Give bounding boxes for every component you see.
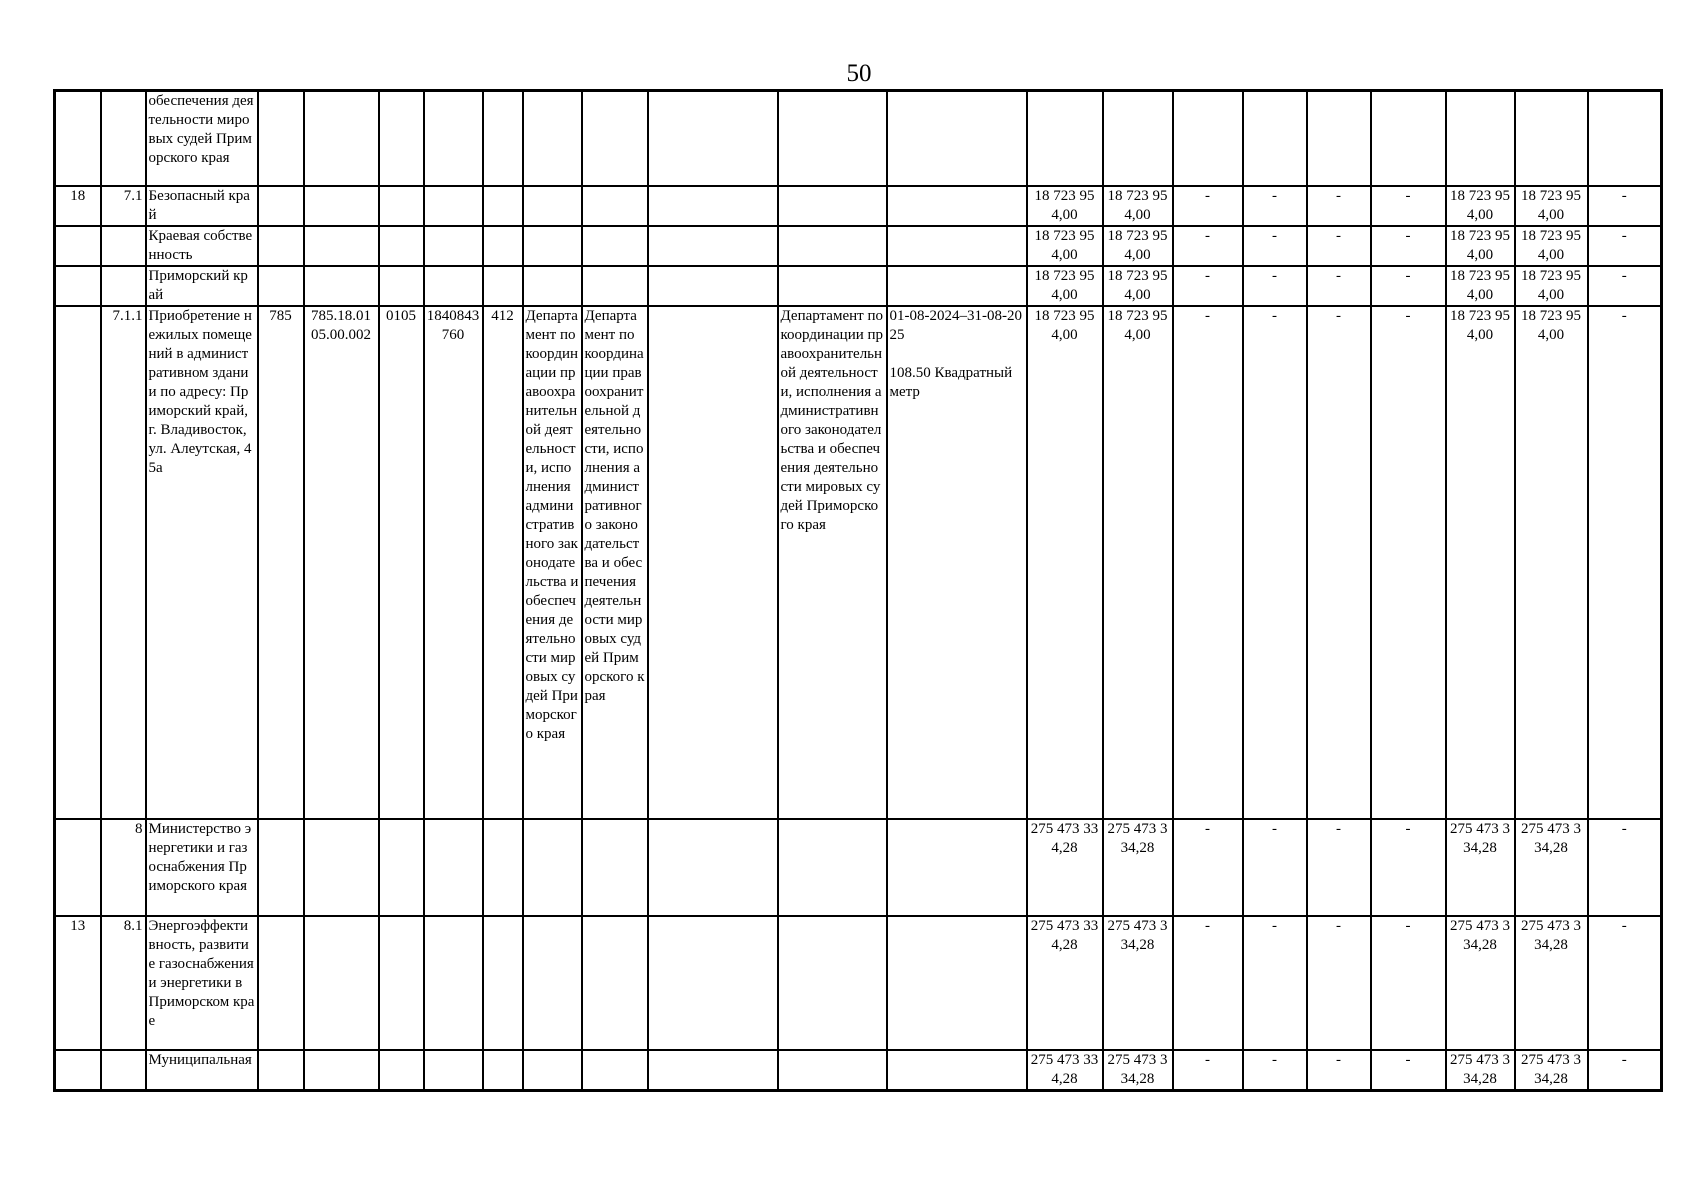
row-number — [55, 306, 101, 819]
amount-cell: 275 473 334,28 — [1027, 1050, 1103, 1091]
dash-cell: - — [1173, 819, 1243, 916]
row-number — [55, 819, 101, 916]
table-row — [55, 186, 1662, 226]
item-name: Энергоэффективность, развитие газоснабжения и энергетики в Приморском крае — [146, 916, 258, 1050]
amount-cell: 18 723 954,00 — [1103, 306, 1173, 819]
item-number: 7.1.1 — [101, 306, 146, 819]
item-name: Министерство энергетики и газоснабжения Приморского края — [146, 819, 258, 916]
amount-cell: 275 473 334,28 — [1515, 819, 1588, 916]
amount-cell: 275 473 334,28 — [1103, 916, 1173, 1050]
dash-cell: - — [1307, 1050, 1371, 1091]
dash-cell: - — [1173, 266, 1243, 306]
amount-cell: 18 723 954,00 — [1446, 226, 1515, 266]
amount-cell: 275 473 334,28 — [1515, 1050, 1588, 1091]
dash-cell: - — [1173, 226, 1243, 266]
dash-cell: - — [1588, 186, 1662, 226]
amount-cell: 275 473 334,28 — [1515, 916, 1588, 1050]
expense-type-code: 412 — [483, 306, 523, 819]
dash-cell: - — [1588, 916, 1662, 1050]
target-code: 1840843760 — [424, 306, 483, 819]
item-name: обеспечения деятельности мировых судей Приморского края — [146, 91, 258, 186]
row-number: 18 — [55, 186, 101, 226]
dash-cell: - — [1243, 306, 1307, 819]
customer-org: Департамент по координации правоохранительной деятельности, исполнения административного законодательства и обеспечения деятельности мировых судей Приморского края — [523, 306, 582, 819]
amount-cell: 275 473 334,28 — [1103, 819, 1173, 916]
ministry-code: 785 — [258, 306, 304, 819]
dash-cell: - — [1588, 266, 1662, 306]
dash-cell: - — [1173, 916, 1243, 1050]
amount-cell: 275 473 334,28 — [1027, 916, 1103, 1050]
developer-org: Департамент по координации правоохранительной деятельности, исполнения административного законодательства и обеспечения деятельности мировых судей Приморского края — [582, 306, 648, 819]
dash-cell: - — [1307, 306, 1371, 819]
item-name: Безопасный край — [146, 186, 258, 226]
budget-code: 785.18.01 05.00.002 — [304, 306, 379, 819]
dash-cell: - — [1371, 186, 1446, 226]
amount-cell: 18 723 954,00 — [1515, 226, 1588, 266]
amount-cell: 18 723 954,00 — [1446, 266, 1515, 306]
dash-cell: - — [1243, 916, 1307, 1050]
responsible-org: Департамент по координации правоохранительной деятельности, исполнения административного законодательства и обеспечения деятельности мировых судей Приморского края — [778, 306, 887, 819]
dash-cell: - — [1307, 266, 1371, 306]
period-capacity — [887, 306, 1027, 819]
amount-cell: 275 473 334,28 — [1446, 1050, 1515, 1091]
item-number: 8 — [101, 819, 146, 916]
item-name: Приморский край — [146, 266, 258, 306]
dash-cell: - — [1371, 819, 1446, 916]
dash-cell: - — [1588, 1050, 1662, 1091]
table-row — [55, 266, 1662, 306]
dash-cell: - — [1307, 186, 1371, 226]
item-number: 8.1 — [101, 916, 146, 1050]
dash-cell: - — [1307, 226, 1371, 266]
dash-cell: - — [1588, 819, 1662, 916]
dash-cell: - — [1588, 226, 1662, 266]
dash-cell: - — [1243, 1050, 1307, 1091]
item-name: Приобретение нежилых помещений в административном здании по адресу: Приморский край, г. Владивосток, ул. Алеутская, 45а — [146, 306, 258, 819]
amount-cell: 18 723 954,00 — [1103, 186, 1173, 226]
amount-cell: 18 723 954,00 — [1103, 226, 1173, 266]
table-row — [55, 1050, 1662, 1091]
item-number — [101, 1050, 146, 1091]
table-row — [55, 91, 1662, 186]
page-number: 50 — [846, 60, 872, 87]
dash-cell: - — [1173, 306, 1243, 819]
table-row — [55, 226, 1662, 266]
dash-cell: - — [1371, 916, 1446, 1050]
amount-cell: 18 723 954,00 — [1027, 306, 1103, 819]
dash-cell: - — [1371, 266, 1446, 306]
amount-cell: 275 473 334,28 — [1103, 1050, 1173, 1091]
period: 01-08-2024–31-08-2025 — [889, 307, 1022, 343]
row-number: 13 — [55, 916, 101, 1050]
dash-cell: - — [1371, 306, 1446, 819]
item-number: 7.1 — [101, 186, 146, 226]
row-number — [55, 226, 101, 266]
row-number — [55, 91, 101, 186]
dash-cell: - — [1243, 226, 1307, 266]
amount-cell: 275 473 334,28 — [1446, 819, 1515, 916]
table-row — [55, 306, 1662, 819]
dash-cell: - — [1371, 226, 1446, 266]
section-code: 0105 — [379, 306, 424, 819]
dash-cell: - — [1371, 1050, 1446, 1091]
amount-cell: 18 723 954,00 — [1027, 186, 1103, 226]
amount-cell: 18 723 954,00 — [1446, 306, 1515, 819]
table-row — [55, 819, 1662, 916]
item-number — [101, 91, 146, 186]
capacity: 108.50 Квадратный метр — [889, 364, 1013, 400]
amount-cell: 18 723 954,00 — [1027, 266, 1103, 306]
dash-cell: - — [1307, 916, 1371, 1050]
amount-cell: 18 723 954,00 — [1515, 186, 1588, 226]
amount-cell: 18 723 954,00 — [1027, 226, 1103, 266]
dash-cell: - — [1243, 266, 1307, 306]
item-name: Краевая собственность — [146, 226, 258, 266]
amount-cell: 275 473 334,28 — [1027, 819, 1103, 916]
dash-cell: - — [1243, 186, 1307, 226]
amount-cell: 18 723 954,00 — [1515, 306, 1588, 819]
budget-table — [53, 89, 1663, 1092]
dash-cell: - — [1588, 306, 1662, 819]
amount-cell: 18 723 954,00 — [1515, 266, 1588, 306]
amount-cell: 18 723 954,00 — [1103, 266, 1173, 306]
dash-cell: - — [1173, 186, 1243, 226]
dash-cell: - — [1243, 819, 1307, 916]
amount-cell: 275 473 334,28 — [1446, 916, 1515, 1050]
dash-cell: - — [1307, 819, 1371, 916]
table-row — [55, 916, 1662, 1050]
item-number — [101, 266, 146, 306]
item-name: Муниципальная — [146, 1050, 258, 1091]
item-number — [101, 226, 146, 266]
row-number — [55, 266, 101, 306]
amount-cell: 18 723 954,00 — [1446, 186, 1515, 226]
row-number — [55, 1050, 101, 1091]
dash-cell: - — [1173, 1050, 1243, 1091]
